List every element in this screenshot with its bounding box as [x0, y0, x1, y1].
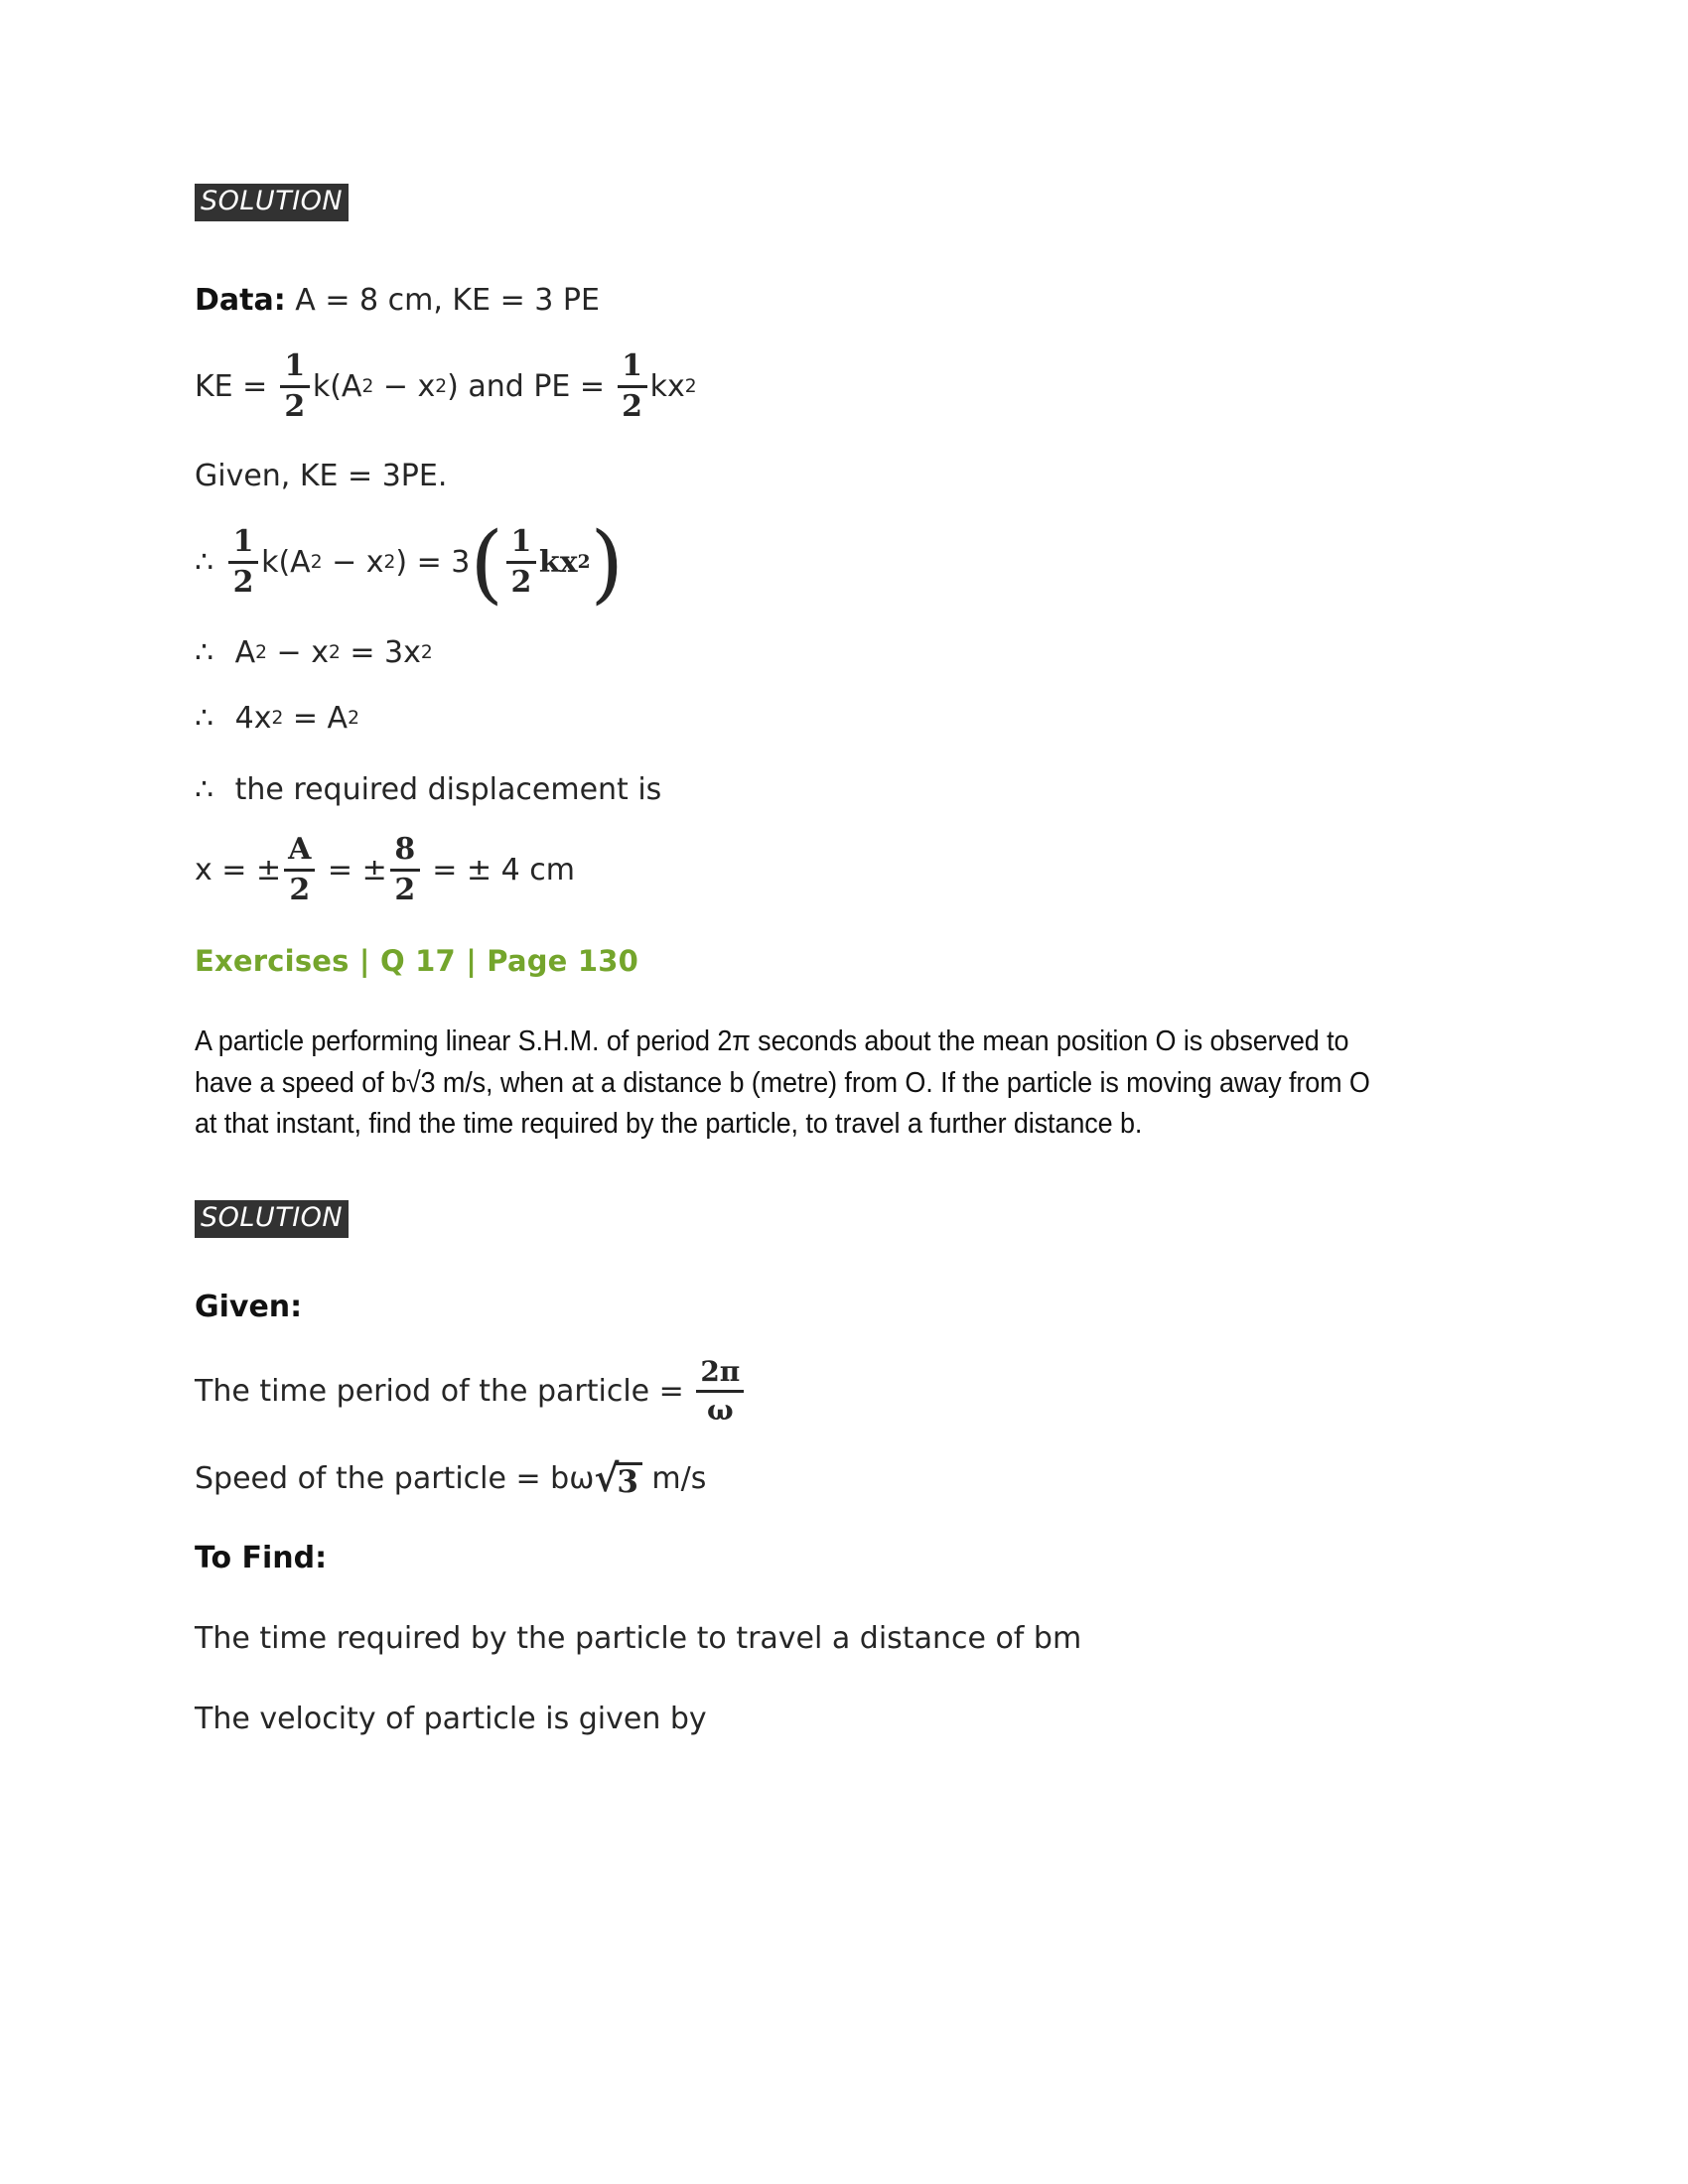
lhs-minus-x: − x: [322, 545, 384, 581]
solution-banner-1-wrapper: [195, 184, 1495, 221]
velocity-line: The velocity of particle is given by: [195, 1701, 707, 1736]
required-displacement-line: [195, 772, 1495, 808]
fraction-numerator: 1: [622, 348, 643, 384]
fraction-numerator: 1: [510, 524, 532, 560]
fraction-bar: [506, 561, 536, 564]
fraction-denominator: 2: [510, 564, 532, 600]
data-line: [195, 283, 1495, 318]
question-paragraph: A particle performing linear S.H.M. of period 2π seconds about the mean position O is observed to have a speed of b√3 m/s, when at a distance b (metre) from O. If the particle is moving away from O at that instant, find the time required by the particle, to travel a further distance b.: [195, 1025, 1370, 1140]
rhs-kx: kx: [538, 545, 578, 581]
fraction-numerator: 1: [232, 524, 254, 560]
equals-three: ) = 3: [395, 545, 471, 581]
fraction-denominator: ω: [706, 1393, 734, 1427]
required-displacement-text: the required displacement is: [225, 772, 662, 808]
solution-banner-1: SOLUTION: [195, 184, 349, 221]
given-heading: Given:: [195, 1290, 303, 1325]
fraction-bar: [618, 385, 647, 388]
square-root-icon: [594, 1454, 642, 1500]
pe-expr: kx: [649, 369, 685, 405]
fraction-bar: [280, 385, 310, 388]
fraction-8-over-2: [390, 834, 420, 905]
fraction-2pi-over-omega: [696, 1357, 744, 1425]
ke-lhs: KE =: [195, 369, 277, 405]
fraction-one-half-d: [506, 526, 536, 598]
therefore-icon: ∴: [195, 772, 214, 808]
radical-sign: √: [594, 1454, 620, 1500]
fraction-bar: [284, 869, 315, 872]
equals-2: =: [422, 853, 467, 888]
equals-1: =: [318, 853, 362, 888]
equation-therefore-3: ∴ 4x 2 = A 2: [195, 701, 359, 737]
radicand: 3: [616, 1462, 642, 1498]
fraction-one-half-c: [228, 526, 258, 598]
equation-therefore-1: ∴ $\frac{1}{2}$ k(A 2 − x 2 ) = 3 ( $\frac{1}{2}$ kx 2 ): [195, 514, 625, 614]
equation-therefore-2: ∴ A 2 − x 2 = 3x 2: [195, 635, 433, 671]
speed-prefix: Speed of the particle = bω: [195, 1460, 595, 1496]
fraction-denominator: 2: [232, 564, 254, 600]
result-value: 4 cm: [492, 853, 575, 888]
time-period-line: [195, 1355, 1495, 1427]
therefore-icon: ∴: [195, 701, 214, 737]
fraction-denominator: 2: [622, 388, 643, 424]
therefore-icon: ∴: [195, 545, 214, 581]
fraction-bar: [228, 561, 258, 564]
fraction-numerator: 2π: [700, 1355, 741, 1389]
and-pe-connector: and PE =: [458, 369, 615, 405]
exercises-heading: Exercises | Q 17 | Page 130: [195, 944, 638, 979]
given-ke-3pe-line: Given, KE = 3PE.: [195, 459, 448, 494]
fraction-numerator: A: [288, 832, 312, 868]
equals-3x: = 3x: [340, 635, 421, 671]
fraction-denominator: 2: [394, 872, 416, 907]
ke-expr: k(A: [312, 369, 362, 405]
speed-units: m/s: [641, 1460, 707, 1496]
fraction-bar: [696, 1390, 744, 1393]
fraction-denominator: 2: [289, 872, 311, 907]
fraction-one-half-a: [280, 350, 310, 422]
close-paren-large: ): [590, 514, 625, 614]
minus-x-term: − x: [267, 635, 329, 671]
ke-minus-x: − x: [373, 369, 436, 405]
document-content: [195, 184, 1495, 1736]
time-period-text: The time period of the particle =: [195, 1374, 694, 1410]
therefore-icon: ∴: [195, 635, 214, 671]
plus-minus-3: ±: [466, 853, 492, 888]
ke-close-paren: ): [447, 369, 459, 405]
fraction-bar: [390, 869, 420, 872]
lhs-4x: 4x: [225, 701, 272, 737]
time-required-line: The time required by the particle to travel a distance of bm: [195, 1620, 1082, 1656]
fraction-numerator: 1: [284, 348, 306, 384]
plus-minus-1: ±: [255, 853, 282, 888]
fraction-a-over-2: [284, 834, 315, 905]
fraction-one-half-b: [618, 350, 647, 422]
data-values: A = 8 cm, KE = 3 PE: [285, 283, 600, 319]
solution-banner-2-wrapper: [195, 1200, 1495, 1238]
fraction-denominator: 2: [284, 388, 306, 424]
fraction-numerator: 8: [394, 832, 416, 868]
equation-ke-pe: KE = $\frac{1}{2}$ k(A 2 − x 2 ) and PE = $\frac{1}{2}$ kx 2: [195, 348, 697, 424]
a-term: A: [225, 635, 256, 671]
speed-line: [195, 1454, 1495, 1500]
equals-a: = A: [283, 701, 349, 737]
equation-x-result: [195, 832, 1495, 907]
data-label: Data:: [195, 283, 286, 319]
x-equals: x =: [195, 853, 256, 888]
lhs-expr: k(A: [261, 545, 311, 581]
plus-minus-2: ±: [361, 853, 387, 888]
to-find-heading: To Find:: [195, 1540, 328, 1575]
solution-banner-2: SOLUTION: [195, 1200, 349, 1238]
open-paren-large: (: [470, 514, 503, 614]
